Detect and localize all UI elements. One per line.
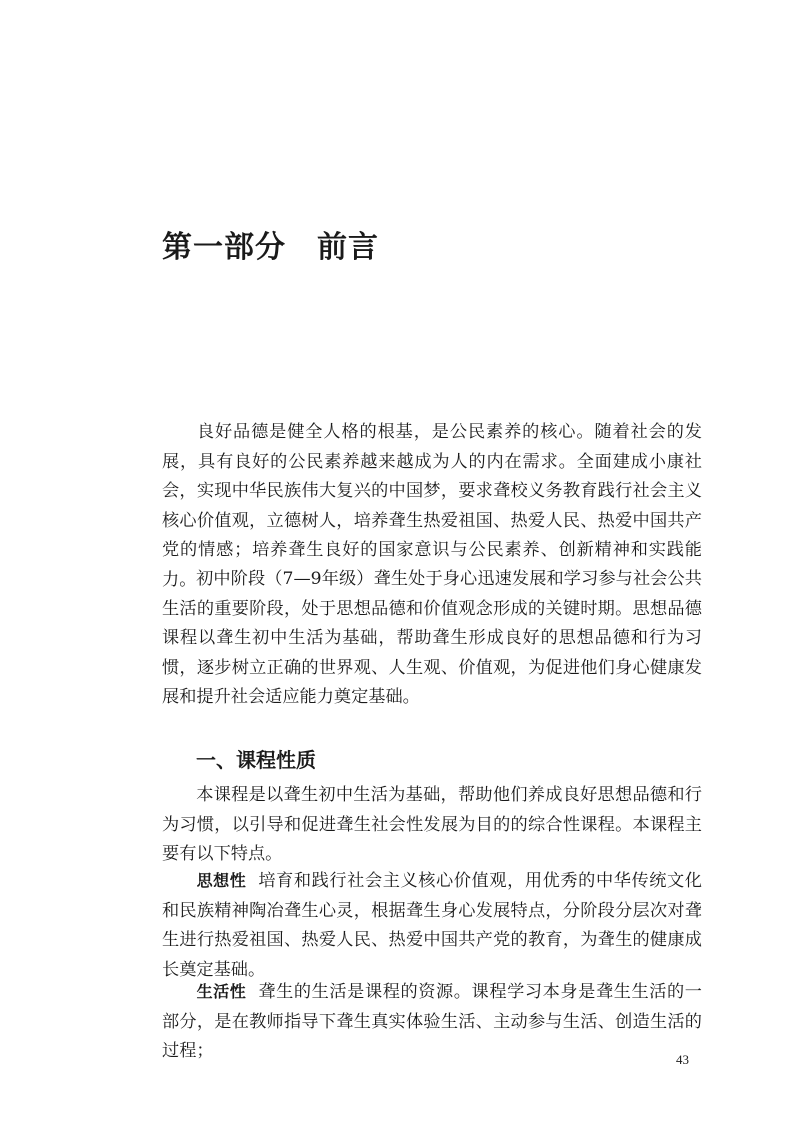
feature-life-label: 生活性	[196, 982, 247, 1001]
feature-life-text: 聋生的生活是课程的资源。课程学习本身是聋生生活的一部分，是在教师指导下聋生真实体验生活、主动参与生活、创造生活的过程；	[162, 982, 702, 1061]
feature-ideological	[162, 866, 702, 985]
feature-ideological-text: 培育和践行社会主义核心价值观，用优秀的中华传统文化和民族精神陶冶聋生心灵，根据聋生身心发展特点，分阶段分层次对聋生进行热爱祖国、热爱人民、热爱中国共产党的教育，为聋生的健康成长奠定基础。	[162, 871, 702, 980]
course-nature-paragraph	[162, 781, 702, 870]
page-number: 43	[676, 1052, 689, 1067]
course-nature-paragraph-text: 本课程是以聋生初中生活为基础，帮助他们养成良好思想品德和行为习惯，以引导和促进聋生社会性发展为目的的综合性课程。本课程主要有以下特点。	[162, 785, 702, 864]
intro-paragraph-2-text: 初中阶段（7—9年级）聋生处于身心迅速发展和学习参与社会公共生活的重要阶段，处于思想品德和价值观念形成的关键时期。思想品德课程以聋生初中生活为基础，帮助聋生形成良好的思想品德和行为习惯，逐步树立正确的世界观、人生观、价值观，为促进他们身心健康发展和提升社会适应能力奠定基础。	[162, 569, 702, 707]
feature-life	[162, 977, 702, 1067]
intro-paragraph-2	[162, 565, 702, 713]
intro-paragraph-1-text: 良好品德是健全人格的根基，是公民素养的核心。随着社会的发展，具有良好的公民素养越来越成为人的内在需求。全面建成小康社会，实现中华民族伟大复兴的中国梦，要求聋校义务教育践行社会主义核心价值观，立德树人，培养聋生热爱祖国、热爱人民、热爱中国共产党的情感；培养聋生良好的国家意识与公民素养、创新精神和实践能力。	[162, 422, 702, 590]
feature-ideological-label: 思想性	[196, 871, 247, 890]
section-heading-course-nature: 一、课程性质	[196, 748, 316, 772]
part-title: 第一部分 前言	[162, 230, 379, 265]
